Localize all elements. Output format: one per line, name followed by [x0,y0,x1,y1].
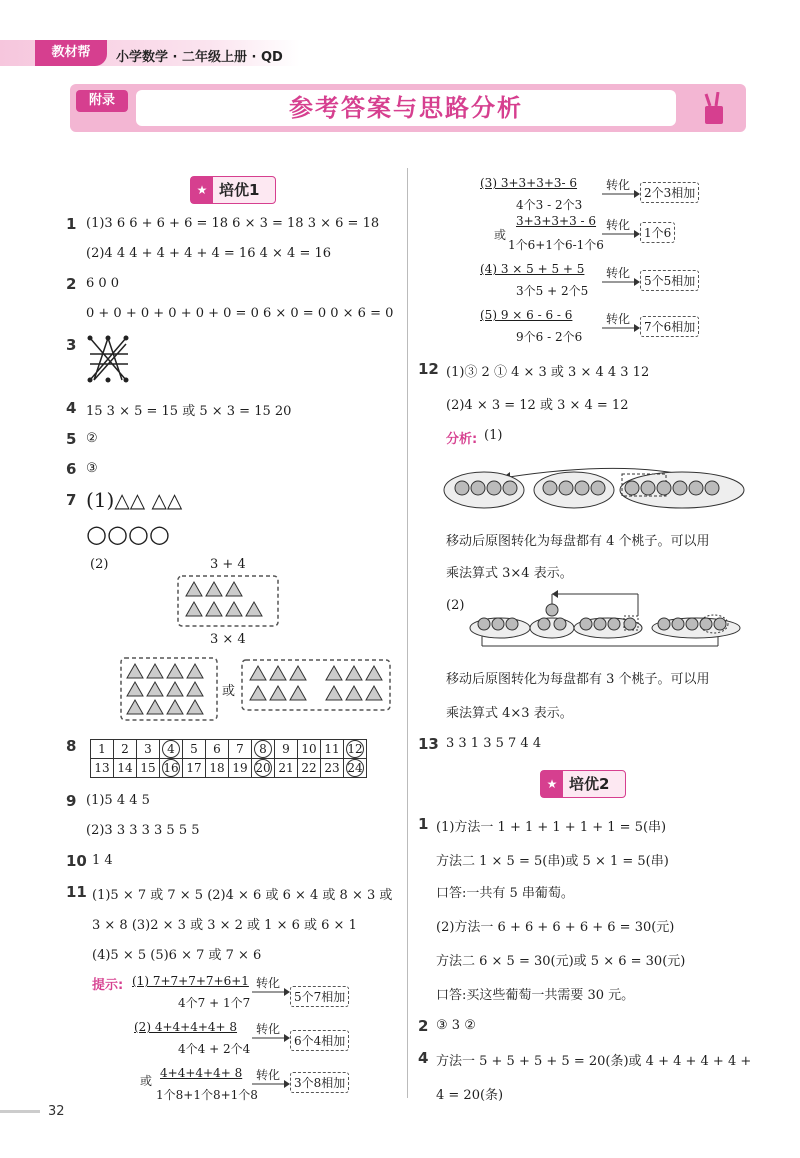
grid-cell: 3 [137,740,160,759]
answer-line: 口答:一共有 5 串葡萄。 [436,886,574,901]
grid-cell: 10 [298,740,321,759]
q-num: 4 [66,399,77,417]
banner-title: 参考答案与思路分析 [289,94,523,122]
answer-line: 方法二 6 × 5 = 30(元)或 5 × 6 = 30(元) [436,954,686,969]
q-num: 4 [418,1049,429,1067]
hint-expr: (4) 3 × 5 + 5 + 5 [480,262,585,276]
result-box: 2个3相加 [640,182,699,203]
grid-cell: 14 [114,759,137,778]
hint-expr: (2) 4+4+4+4+ 8 [134,1020,238,1034]
answer-line: 4 = 20(条) [436,1088,504,1103]
grid-cell: 23 [321,759,344,778]
section-title-1 [190,176,276,204]
or-label: 或 [140,1074,153,1088]
q-num: 12 [418,360,439,378]
hint-label: 提示: [92,978,124,993]
result-box: 5个7相加 [290,986,349,1007]
convert-label: 转化 [606,178,631,192]
triangles-answer: (1)△△ △△ [86,488,183,512]
grid-cell: 22 [298,759,321,778]
answer-line: 3 3 1 3 5 7 4 4 [446,736,542,751]
result-box: 6个4相加 [290,1030,349,1051]
analysis-part: (2) [446,598,465,613]
answer-line: (1)5 4 4 5 [86,793,150,808]
q-num: 3 [66,336,77,354]
analysis-text: 移动后原图转化为每盘都有 4 个桃子。可以用 [446,534,710,549]
star-icon: ★ [541,771,563,797]
grid-cell-circled: 4 [160,740,183,759]
answer-line: ③ 3 ② [436,1018,476,1033]
hint-sub: 9个6 - 2个6 [516,330,583,344]
answer-line: 1 4 [92,853,113,868]
peach-plates-figure-1 [442,458,748,514]
arrow-icon [252,1080,290,1088]
expr-label: 3 × 4 [210,632,246,647]
answer-line: (1)5 × 7 或 7 × 5 (2)4 × 6 或 6 × 4 或 8 × 3 或 [92,888,393,903]
analysis-part: (1) [484,428,503,443]
hint-expr: (5) 9 × 6 - 6 - 6 [480,308,573,322]
answer-line: 0 + 0 + 0 + 0 + 0 + 0 = 0 6 × 0 = 0 0 × 6 = 0 [86,306,394,321]
footer-bar [0,1110,40,1113]
grid-cell: 18 [206,759,229,778]
hint-sub: 4个4 + 2个4 [178,1042,251,1056]
grid-cell-circled: 12 [344,740,367,759]
grid-cell: 1 [91,740,114,759]
triangle-group-3plus4 [172,574,280,628]
grid-cell: 11 [321,740,344,759]
header-badge: 教材帮 [35,40,107,66]
answer-line: 3 × 8 (3)2 × 3 或 3 × 2 或 1 × 6 或 6 × 1 [92,918,357,933]
answer-line: 口答:买这些葡萄一共需要 30 元。 [436,988,635,1003]
section-title-2 [540,770,626,798]
answer-line: (1)3 6 6 + 6 + 6 = 18 6 × 3 = 18 3 × 6 = 18 [86,216,380,231]
q-num: 2 [66,275,77,293]
q-num: 10 [66,852,87,870]
answer-line: (2) [90,557,109,572]
answer-line: (2)4 4 4 + 4 + 4 + 4 = 16 4 × 4 = 16 [86,246,332,261]
circles-answer: ○○○○ [86,520,170,548]
q-num: 7 [66,491,77,509]
convert-label: 转化 [606,312,631,326]
analysis-text: 乘法算式 4×3 表示。 [446,706,573,721]
hint-sub: 4个3 - 2个3 [516,198,583,212]
star-icon: ★ [191,177,213,203]
q-num: 5 [66,430,77,448]
q-num: 11 [66,883,87,901]
triangle-group-3x4-b [236,656,394,712]
expr-label: 3 + 4 [210,557,246,572]
answer-line: ③ [86,461,98,476]
grid-cell: 19 [229,759,252,778]
convert-label: 转化 [606,218,631,232]
number-grid [90,739,367,778]
arrow-icon [602,324,640,332]
q-num: 6 [66,460,77,478]
q-num: 1 [66,215,77,233]
or-label: 或 [494,228,507,242]
grid-cell: 5 [183,740,206,759]
convert-label: 转化 [256,976,281,990]
hint-sub: 4个7 + 1个7 [178,996,251,1010]
convert-label: 转化 [256,1068,281,1082]
column-divider [407,168,408,1098]
grid-cell-circled: 24 [344,759,367,778]
or-label: 或 [222,684,236,699]
result-box: 3个8相加 [290,1072,349,1093]
arrow-icon [602,230,640,238]
answer-line: (2)方法一 6 + 6 + 6 + 6 + 6 = 30(元) [436,920,675,935]
page-number: 32 [48,1104,65,1119]
grid-cell: 17 [183,759,206,778]
header-title: 小学数学 · 二年级上册 · QD [116,50,283,65]
answer-line: 6 0 0 [86,276,120,291]
triangle-group-3x4-a [115,650,221,722]
analysis-text: 乘法算式 3×4 表示。 [446,566,573,581]
grid-cell-circled: 16 [160,759,183,778]
q-num: 2 [418,1017,429,1035]
analysis-label: 分析: [446,432,478,447]
result-box: 7个6相加 [640,316,699,337]
hint-sub: 3个5 + 2个5 [516,284,589,298]
grid-cell-circled: 20 [252,759,275,778]
section-label: 培优1 [219,181,260,199]
q-num: 13 [418,735,439,753]
pencil-cup-icon [700,92,728,126]
answer-line: (4)5 × 5 (5)6 × 7 或 7 × 6 [92,948,262,963]
grid-cell-circled: 8 [252,740,275,759]
convert-label: 转化 [256,1022,281,1036]
grid-cell: 9 [275,740,298,759]
q-num: 8 [66,737,77,755]
section-label: 培优2 [569,775,610,793]
banner-tag: 附录 [76,90,128,112]
q-num: 1 [418,815,429,833]
answer-line: (1)方法一 1 + 1 + 1 + 1 + 1 = 5(串) [436,820,667,835]
hint-expr: 4+4+4+4+ 8 [160,1066,243,1080]
line-drawing-figure [86,334,132,386]
result-box: 1个6 [640,222,675,243]
answer-line: 方法一 5 + 5 + 5 + 5 = 20(条)或 4 + 4 + 4 + 4 + [436,1054,752,1069]
hint-expr: 3+3+3+3 - 6 [516,214,597,228]
answer-line: 方法二 1 × 5 = 5(串)或 5 × 1 = 5(串) [436,854,669,869]
answer-line: (2)3 3 3 3 3 5 5 5 [86,823,200,838]
grid-cell: 21 [275,759,298,778]
grid-cell: 13 [91,759,114,778]
analysis-text: 移动后原图转化为每盘都有 3 个桃子。可以用 [446,672,710,687]
peach-plates-figure-2 [468,586,748,652]
hint-sub: 1个8+1个8+1个8 [156,1088,258,1102]
arrow-icon [602,190,640,198]
hint-expr: (1) 7+7+7+7+6+1 [132,974,249,988]
answer-line: 15 3 × 5 = 15 或 5 × 3 = 15 20 [86,404,292,419]
hint-sub: 1个6+1个6-1个6 [508,238,604,252]
convert-label: 转化 [606,266,631,280]
arrow-icon [252,988,290,996]
arrow-icon [252,1034,290,1042]
grid-cell: 2 [114,740,137,759]
grid-cell: 7 [229,740,252,759]
answer-line: (2)4 × 3 = 12 或 3 × 4 = 12 [446,398,629,413]
arrow-icon [602,278,640,286]
answer-line: ② [86,431,98,446]
grid-cell: 15 [137,759,160,778]
grid-cell: 6 [206,740,229,759]
hint-expr: (3) 3+3+3+3- 6 [480,176,578,190]
result-box: 5个5相加 [640,270,699,291]
q-num: 9 [66,792,77,810]
answer-line: (1)③ 2 ① 4 × 3 或 3 × 4 4 3 12 [446,365,650,380]
